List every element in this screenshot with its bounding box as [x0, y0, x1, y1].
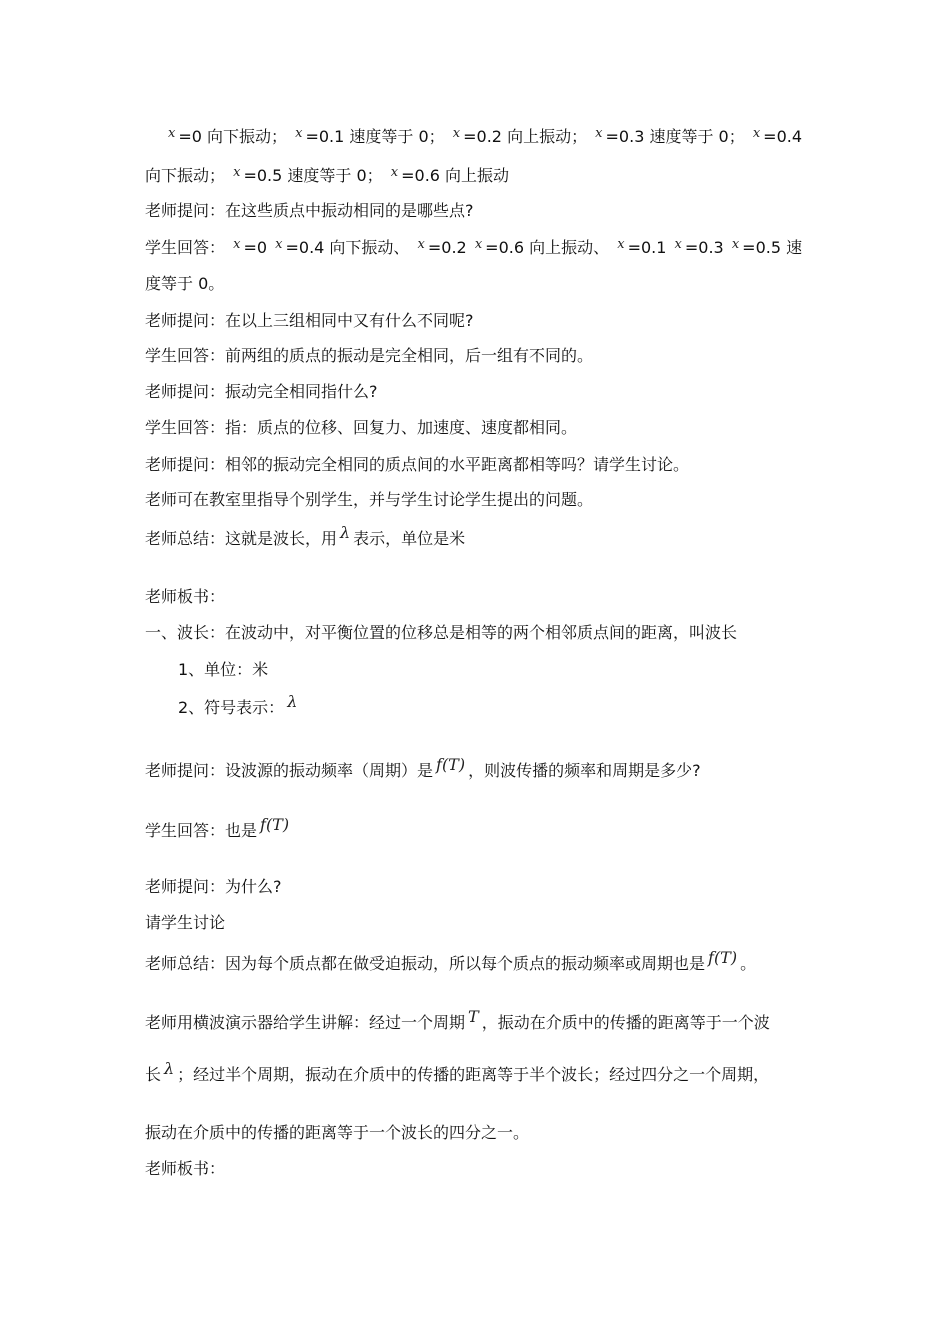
text-line: 老师提问：振动完全相同指什么?	[145, 382, 378, 401]
text: ；经过半个周期，振动在介质中的传播的距离等于半个波长；经过四分之一个周期，	[177, 1065, 770, 1084]
text-line	[145, 165, 509, 189]
math-x: x	[417, 237, 425, 252]
text-line: 老师提问：在这些质点中振动相同的是哪些点?	[145, 201, 474, 220]
text: =0.4	[763, 127, 803, 146]
text: 。	[740, 954, 757, 973]
text-line: 学生回答：指：质点的位移、回复力、加速度、速度都相同。	[145, 418, 578, 437]
math-fT: f(T)	[436, 755, 466, 774]
math-x: x	[752, 126, 761, 141]
text: 学生回答：	[145, 238, 226, 257]
text: 表示，单位是米	[353, 529, 466, 548]
text-line: 学生回答：前两组的质点的振动是完全相同，后一组有不同的。	[145, 346, 594, 365]
text-line: 度等于 0。	[145, 274, 225, 293]
text: =0.2 向上振动；	[463, 127, 588, 146]
math-x: x	[390, 165, 399, 180]
text: =0.5 速	[742, 238, 803, 257]
math-lambda: λ	[340, 523, 351, 542]
math-x: x	[233, 237, 241, 252]
text-line	[145, 815, 292, 842]
text: =0.4 向下振动、	[285, 238, 410, 257]
text-line: 老师提问：为什么?	[145, 877, 282, 896]
text-line: 振动在介质中的传播的距离等于一个波长的四分之一。	[145, 1123, 530, 1142]
text: 老师提问：设波源的振动频率（周期）是	[145, 761, 434, 780]
math-x: x	[595, 126, 603, 141]
math-x: x	[275, 237, 283, 252]
math-fT: f(T)	[708, 948, 738, 967]
text-line: 请学生讨论	[145, 913, 226, 932]
text-line	[145, 755, 701, 782]
text: 学生回答：也是	[145, 821, 258, 840]
text-line	[145, 948, 757, 975]
text: 老师总结：这就是波长，用	[145, 529, 338, 548]
text-line	[145, 1007, 770, 1034]
text: =0 向下振动；	[178, 127, 288, 146]
math-x: x	[295, 126, 303, 141]
text-line: 老师可在教室里指导个别学生，并与学生讨论学生提出的问题。	[145, 490, 594, 509]
text: 老师用横波演示器给学生讲解：经过一个周期	[145, 1013, 466, 1032]
text-line	[145, 523, 466, 550]
text: 向下振动；	[145, 166, 226, 185]
text-line: 老师板书：	[145, 587, 226, 606]
math-x: x	[674, 237, 682, 252]
heading-wavelength: 一、波长：在波动中，对平衡位置的位移总是相等的两个相邻质点间的距离，叫波长	[145, 623, 738, 642]
math-x: x	[233, 165, 241, 180]
math-x: x	[452, 126, 461, 141]
text-line	[145, 1059, 770, 1086]
text: =0.6 向上振动、	[485, 238, 610, 257]
text: =0.6 向上振动	[401, 166, 510, 185]
list-item	[178, 692, 300, 719]
text-line: 老师提问：相邻的振动完全相同的质点间的水平距离都相等吗？请学生讨论。	[145, 455, 690, 474]
text: =0.5 速度等于 0；	[243, 166, 383, 185]
math-x: x	[731, 237, 740, 252]
text: =0.1 速度等于 0；	[305, 127, 445, 146]
math-T: T	[468, 1007, 479, 1026]
text: 长	[145, 1065, 162, 1084]
text: =0.3	[684, 238, 724, 257]
text: 2、符号表示：	[178, 698, 285, 717]
math-fT: f(T)	[260, 815, 290, 834]
text-line: 老师板书：	[145, 1159, 226, 1178]
math-x: x	[474, 237, 483, 252]
text-line	[145, 237, 802, 261]
list-item: 1、单位：米	[178, 660, 269, 679]
text: =0.2	[427, 238, 467, 257]
math-x: x	[617, 237, 625, 252]
text: ，振动在介质中的传播的距离等于一个波	[481, 1013, 770, 1032]
text: =0	[243, 238, 268, 257]
text-line	[165, 126, 802, 150]
text: =0.3 速度等于 0；	[605, 127, 745, 146]
text: ，则波传播的频率和周期是多少?	[468, 761, 701, 780]
text: 老师总结：因为每个质点都在做受迫振动，所以每个质点的振动频率或周期也是	[145, 954, 706, 973]
math-lambda: λ	[287, 692, 298, 711]
text-line: 老师提问：在以上三组相同中又有什么不同呢?	[145, 311, 474, 330]
text: =0.1	[627, 238, 667, 257]
math-x: x	[168, 126, 176, 141]
math-lambda: λ	[164, 1059, 175, 1078]
